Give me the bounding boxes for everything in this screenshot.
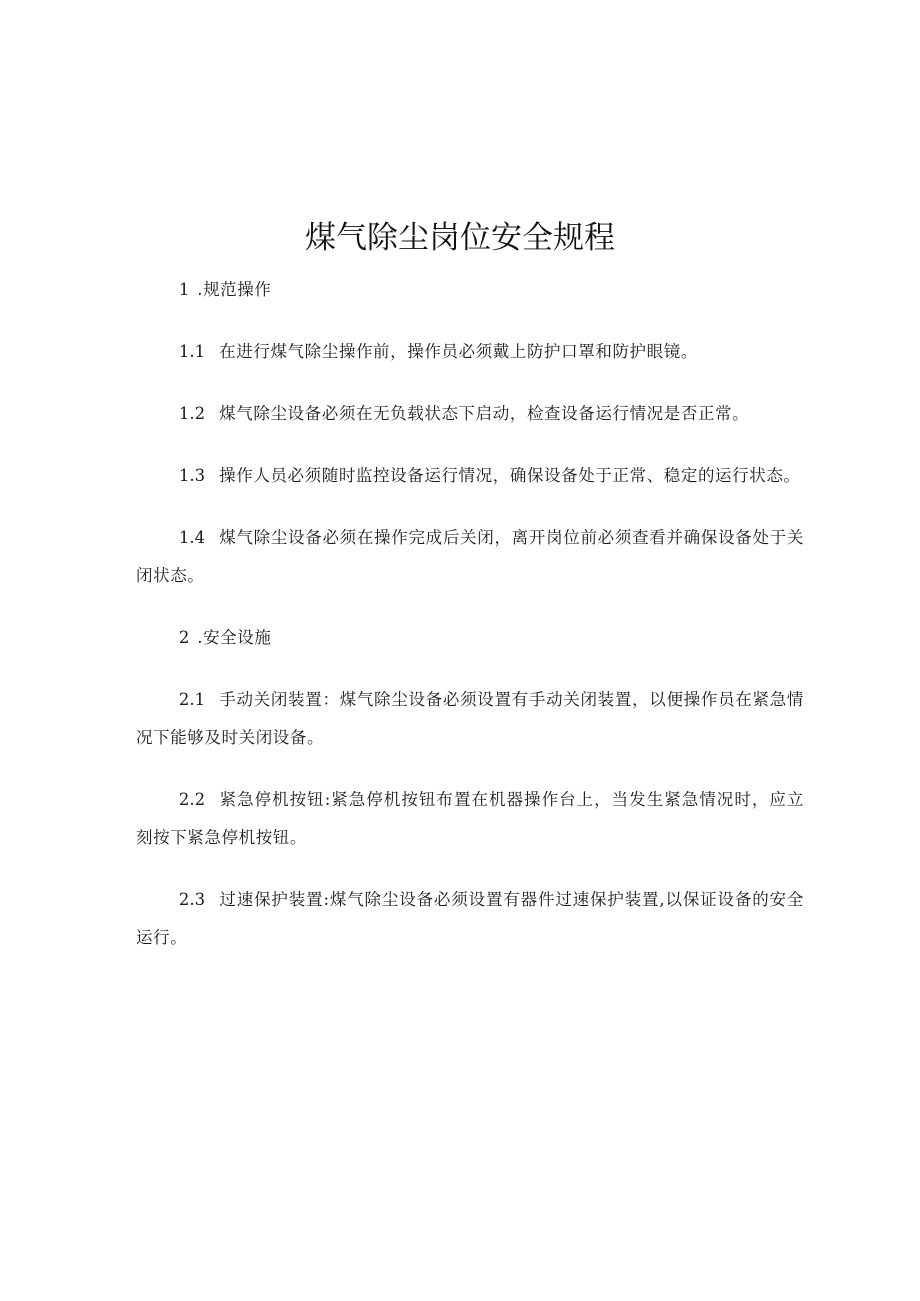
clause-number: 1.2 xyxy=(178,404,206,423)
clause-number: 1.3 xyxy=(178,466,206,485)
clause-text: 在进行煤气除尘操作前，操作员必须戴上防护口罩和防护眼镜。 xyxy=(219,342,698,361)
clause-text: 操作人员必须随时监控设备运行情况，确保设备处于正常、稳定的运行状态。 xyxy=(219,466,801,485)
section-number: 2 xyxy=(178,628,190,647)
clause-number: 2.1 xyxy=(178,690,206,709)
clause xyxy=(136,457,804,495)
clause xyxy=(136,333,804,371)
section-heading xyxy=(136,619,804,657)
clause-text: 紧急停机按钮:紧急停机按钮布置在机器操作台上，当发生紧急情况时，应立刻按下紧急停机按钮。 xyxy=(136,790,804,847)
clause-text: 煤气除尘设备必须在无负载状态下启动，检查设备运行情况是否正常。 xyxy=(219,404,750,423)
clause-text: 煤气除尘设备必须在操作完成后关闭，离开岗位前必须查看并确保设备处于关闭状态。 xyxy=(136,528,804,585)
clause xyxy=(136,881,804,957)
section-heading-text: .规范操作 xyxy=(191,280,272,299)
document-title: 煤气除尘岗位安全规程 xyxy=(305,220,615,256)
clause-text: 过速保护装置:煤气除尘设备必须设置有器件过速保护装置,以保证设备的安全运行。 xyxy=(136,890,804,947)
clause-number: 2.2 xyxy=(178,790,206,809)
clause-number: 1.1 xyxy=(178,342,206,361)
clause-number: 1.4 xyxy=(178,528,206,547)
section-number: 1 xyxy=(178,280,190,299)
clause xyxy=(136,395,804,433)
clause xyxy=(136,781,804,857)
document-body xyxy=(136,271,804,957)
section-heading-text: .安全设施 xyxy=(191,628,272,647)
clause xyxy=(136,681,804,757)
clause-text: 手动关闭装置：煤气除尘设备必须设置有手动关闭装置，以便操作员在紧急情况下能够及时关闭设备。 xyxy=(136,690,804,747)
clause xyxy=(136,519,804,595)
clause-number: 2.3 xyxy=(178,890,206,909)
section-heading xyxy=(136,271,804,309)
